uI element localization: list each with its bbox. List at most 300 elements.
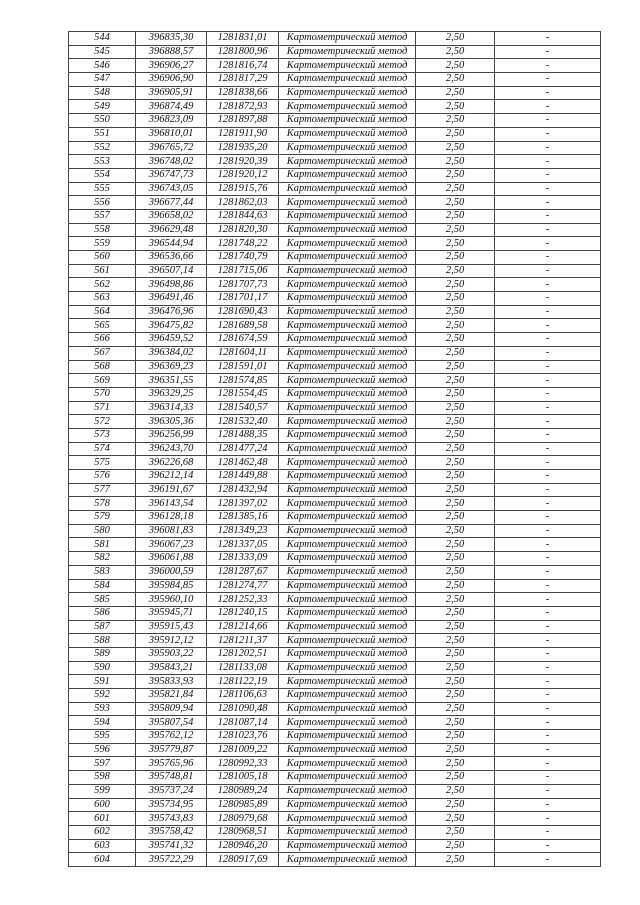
method-cell: Картометрический метод [279,606,416,620]
note-cell: - [495,264,601,278]
method-cell: Картометрический метод [279,812,416,826]
y-coordinate-cell: 1281911,90 [207,127,279,141]
x-coordinate-cell: 395762,12 [136,730,207,744]
note-cell: - [495,565,601,579]
accuracy-cell: 2,50 [416,86,495,100]
table-row [69,606,601,620]
method-cell: Картометрический метод [279,839,416,853]
x-coordinate-cell: 395809,94 [136,702,207,716]
note-cell: - [495,620,601,634]
method-cell: Картометрический метод [279,442,416,456]
method-cell: Картометрический метод [279,237,416,251]
x-coordinate-cell: 395945,71 [136,606,207,620]
table-row [69,798,601,812]
method-cell: Картометрический метод [279,59,416,73]
accuracy-cell: 2,50 [416,292,495,306]
x-coordinate-cell: 396329,25 [136,387,207,401]
note-cell: - [495,647,601,661]
table-row [69,196,601,210]
note-cell: - [495,743,601,757]
point-number-cell: 556 [69,196,136,210]
point-number-cell: 557 [69,209,136,223]
note-cell: - [495,305,601,319]
note-cell: - [495,401,601,415]
y-coordinate-cell: 1281133,08 [207,661,279,675]
accuracy-cell: 2,50 [416,374,495,388]
method-cell: Картометрический метод [279,730,416,744]
table-row [69,524,601,538]
point-number-cell: 551 [69,127,136,141]
table-row [69,59,601,73]
accuracy-cell: 2,50 [416,497,495,511]
point-number-cell: 554 [69,168,136,182]
table-row [69,497,601,511]
point-number-cell: 589 [69,647,136,661]
point-number-cell: 568 [69,360,136,374]
x-coordinate-cell: 396677,44 [136,196,207,210]
point-number-cell: 546 [69,59,136,73]
x-coordinate-cell: 395748,81 [136,771,207,785]
table-row [69,374,601,388]
table-row [69,292,601,306]
point-number-cell: 579 [69,511,136,525]
table-row [69,593,601,607]
point-number-cell: 598 [69,771,136,785]
y-coordinate-cell: 1281240,15 [207,606,279,620]
x-coordinate-cell: 396305,36 [136,415,207,429]
method-cell: Картометрический метод [279,675,416,689]
x-coordinate-cell: 396743,05 [136,182,207,196]
y-coordinate-cell: 1281106,63 [207,689,279,703]
accuracy-cell: 2,50 [416,319,495,333]
table-row [69,319,601,333]
note-cell: - [495,839,601,853]
y-coordinate-cell: 1281838,66 [207,86,279,100]
accuracy-cell: 2,50 [416,511,495,525]
note-cell: - [495,853,601,867]
accuracy-cell: 2,50 [416,223,495,237]
point-number-cell: 545 [69,45,136,59]
y-coordinate-cell: 1281748,22 [207,237,279,251]
point-number-cell: 603 [69,839,136,853]
method-cell: Картометрический метод [279,825,416,839]
table-row [69,182,601,196]
method-cell: Картометрический метод [279,579,416,593]
table-row [69,470,601,484]
accuracy-cell: 2,50 [416,428,495,442]
accuracy-cell: 2,50 [416,442,495,456]
method-cell: Картометрический метод [279,798,416,812]
note-cell: - [495,100,601,114]
accuracy-cell: 2,50 [416,127,495,141]
x-coordinate-cell: 396823,09 [136,114,207,128]
table-row [69,702,601,716]
note-cell: - [495,182,601,196]
accuracy-cell: 2,50 [416,483,495,497]
method-cell: Картометрический метод [279,86,416,100]
note-cell: - [495,497,601,511]
x-coordinate-cell: 396810,01 [136,127,207,141]
accuracy-cell: 2,50 [416,702,495,716]
note-cell: - [495,333,601,347]
table-row [69,305,601,319]
note-cell: - [495,141,601,155]
table-row [69,620,601,634]
point-number-cell: 548 [69,86,136,100]
method-cell: Картометрический метод [279,319,416,333]
x-coordinate-cell: 396459,52 [136,333,207,347]
x-coordinate-cell: 396243,70 [136,442,207,456]
y-coordinate-cell: 1280917,69 [207,853,279,867]
method-cell: Картометрический метод [279,552,416,566]
table-row [69,127,601,141]
y-coordinate-cell: 1281477,24 [207,442,279,456]
x-coordinate-cell: 396369,23 [136,360,207,374]
note-cell: - [495,374,601,388]
note-cell: - [495,524,601,538]
method-cell: Картометрический метод [279,757,416,771]
table-row [69,812,601,826]
note-cell: - [495,812,601,826]
point-number-cell: 590 [69,661,136,675]
accuracy-cell: 2,50 [416,251,495,265]
table-row [69,114,601,128]
accuracy-cell: 2,50 [416,524,495,538]
point-number-cell: 562 [69,278,136,292]
point-number-cell: 576 [69,470,136,484]
note-cell: - [495,511,601,525]
y-coordinate-cell: 1281920,12 [207,168,279,182]
y-coordinate-cell: 1281701,17 [207,292,279,306]
point-number-cell: 552 [69,141,136,155]
point-number-cell: 547 [69,73,136,87]
y-coordinate-cell: 1281820,30 [207,223,279,237]
table-row [69,73,601,87]
x-coordinate-cell: 396658,02 [136,209,207,223]
table-row [69,100,601,114]
x-coordinate-cell: 396191,67 [136,483,207,497]
table-row [69,661,601,675]
table-row [69,360,601,374]
method-cell: Картометрический метод [279,155,416,169]
method-cell: Картометрический метод [279,524,416,538]
point-number-cell: 601 [69,812,136,826]
method-cell: Картометрический метод [279,45,416,59]
accuracy-cell: 2,50 [416,853,495,867]
x-coordinate-cell: 396000,59 [136,565,207,579]
method-cell: Картометрический метод [279,251,416,265]
table-row [69,565,601,579]
point-number-cell: 555 [69,182,136,196]
point-number-cell: 572 [69,415,136,429]
accuracy-cell: 2,50 [416,209,495,223]
accuracy-cell: 2,50 [416,798,495,812]
table-row [69,45,601,59]
x-coordinate-cell: 395743,83 [136,812,207,826]
table-row [69,237,601,251]
method-cell: Картометрический метод [279,374,416,388]
y-coordinate-cell: 1281385,16 [207,511,279,525]
method-cell: Картометрический метод [279,511,416,525]
note-cell: - [495,606,601,620]
point-number-cell: 566 [69,333,136,347]
accuracy-cell: 2,50 [416,32,495,46]
accuracy-cell: 2,50 [416,812,495,826]
point-number-cell: 595 [69,730,136,744]
note-cell: - [495,237,601,251]
accuracy-cell: 2,50 [416,579,495,593]
method-cell: Картометрический метод [279,456,416,470]
note-cell: - [495,168,601,182]
x-coordinate-cell: 396351,55 [136,374,207,388]
point-number-cell: 604 [69,853,136,867]
method-cell: Картометрический метод [279,497,416,511]
x-coordinate-cell: 395765,96 [136,757,207,771]
point-number-cell: 596 [69,743,136,757]
method-cell: Картометрический метод [279,401,416,415]
x-coordinate-cell: 396384,02 [136,346,207,360]
note-cell: - [495,538,601,552]
x-coordinate-cell: 396905,91 [136,86,207,100]
x-coordinate-cell: 396906,27 [136,59,207,73]
accuracy-cell: 2,50 [416,730,495,744]
accuracy-cell: 2,50 [416,415,495,429]
accuracy-cell: 2,50 [416,100,495,114]
y-coordinate-cell: 1281862,03 [207,196,279,210]
accuracy-cell: 2,50 [416,182,495,196]
method-cell: Картометрический метод [279,292,416,306]
y-coordinate-cell: 1281800,96 [207,45,279,59]
x-coordinate-cell: 395722,29 [136,853,207,867]
x-coordinate-cell: 396874,49 [136,100,207,114]
method-cell: Картометрический метод [279,196,416,210]
accuracy-cell: 2,50 [416,716,495,730]
accuracy-cell: 2,50 [416,538,495,552]
x-coordinate-cell: 396067,23 [136,538,207,552]
note-cell: - [495,223,601,237]
x-coordinate-cell: 395984,85 [136,579,207,593]
point-number-cell: 580 [69,524,136,538]
table-row [69,251,601,265]
accuracy-cell: 2,50 [416,771,495,785]
note-cell: - [495,784,601,798]
method-cell: Картометрический метод [279,743,416,757]
y-coordinate-cell: 1281211,37 [207,634,279,648]
point-number-cell: 592 [69,689,136,703]
method-cell: Картометрический метод [279,168,416,182]
x-coordinate-cell: 396906,90 [136,73,207,87]
point-number-cell: 561 [69,264,136,278]
point-number-cell: 564 [69,305,136,319]
y-coordinate-cell: 1281817,29 [207,73,279,87]
y-coordinate-cell: 1281009,22 [207,743,279,757]
point-number-cell: 575 [69,456,136,470]
point-number-cell: 567 [69,346,136,360]
method-cell: Картометрический метод [279,593,416,607]
accuracy-cell: 2,50 [416,839,495,853]
method-cell: Картометрический метод [279,333,416,347]
y-coordinate-cell: 1281202,51 [207,647,279,661]
point-number-cell: 591 [69,675,136,689]
note-cell: - [495,209,601,223]
y-coordinate-cell: 1281087,14 [207,716,279,730]
point-number-cell: 570 [69,387,136,401]
accuracy-cell: 2,50 [416,784,495,798]
point-number-cell: 599 [69,784,136,798]
coordinates-table [68,31,601,867]
point-number-cell: 544 [69,32,136,46]
accuracy-cell: 2,50 [416,333,495,347]
table-row [69,209,601,223]
y-coordinate-cell: 1281005,18 [207,771,279,785]
method-cell: Картометрический метод [279,114,416,128]
note-cell: - [495,278,601,292]
accuracy-cell: 2,50 [416,689,495,703]
table-row [69,689,601,703]
accuracy-cell: 2,50 [416,155,495,169]
point-number-cell: 578 [69,497,136,511]
accuracy-cell: 2,50 [416,470,495,484]
x-coordinate-cell: 396507,14 [136,264,207,278]
y-coordinate-cell: 1280992,33 [207,757,279,771]
table-row [69,264,601,278]
table-row [69,346,601,360]
table-row [69,86,601,100]
y-coordinate-cell: 1281674,59 [207,333,279,347]
accuracy-cell: 2,50 [416,237,495,251]
note-cell: - [495,442,601,456]
x-coordinate-cell: 396536,66 [136,251,207,265]
point-number-cell: 593 [69,702,136,716]
x-coordinate-cell: 396748,02 [136,155,207,169]
x-coordinate-cell: 396765,72 [136,141,207,155]
accuracy-cell: 2,50 [416,305,495,319]
y-coordinate-cell: 1280946,20 [207,839,279,853]
point-number-cell: 585 [69,593,136,607]
table-row [69,647,601,661]
x-coordinate-cell: 395737,24 [136,784,207,798]
note-cell: - [495,114,601,128]
x-coordinate-cell: 395833,93 [136,675,207,689]
table-row [69,278,601,292]
accuracy-cell: 2,50 [416,73,495,87]
coordinates-table-body [69,32,601,867]
accuracy-cell: 2,50 [416,647,495,661]
note-cell: - [495,689,601,703]
method-cell: Картометрический метод [279,702,416,716]
table-row [69,552,601,566]
point-number-cell: 573 [69,428,136,442]
y-coordinate-cell: 1281816,74 [207,59,279,73]
table-row [69,675,601,689]
x-coordinate-cell: 396498,86 [136,278,207,292]
method-cell: Картометрический метод [279,771,416,785]
accuracy-cell: 2,50 [416,168,495,182]
note-cell: - [495,155,601,169]
accuracy-cell: 2,50 [416,346,495,360]
note-cell: - [495,675,601,689]
point-number-cell: 569 [69,374,136,388]
point-number-cell: 553 [69,155,136,169]
y-coordinate-cell: 1281872,93 [207,100,279,114]
method-cell: Картометрический метод [279,278,416,292]
note-cell: - [495,387,601,401]
table-row [69,223,601,237]
accuracy-cell: 2,50 [416,757,495,771]
x-coordinate-cell: 396212,14 [136,470,207,484]
method-cell: Картометрический метод [279,100,416,114]
method-cell: Картометрический метод [279,853,416,867]
note-cell: - [495,593,601,607]
x-coordinate-cell: 396475,82 [136,319,207,333]
note-cell: - [495,456,601,470]
x-coordinate-cell: 396256,99 [136,428,207,442]
y-coordinate-cell: 1281707,73 [207,278,279,292]
point-number-cell: 549 [69,100,136,114]
x-coordinate-cell: 396143,54 [136,497,207,511]
table-row [69,168,601,182]
x-coordinate-cell: 395821,84 [136,689,207,703]
note-cell: - [495,59,601,73]
table-row [69,825,601,839]
point-number-cell: 559 [69,237,136,251]
method-cell: Картометрический метод [279,538,416,552]
accuracy-cell: 2,50 [416,634,495,648]
x-coordinate-cell: 396226,68 [136,456,207,470]
x-coordinate-cell: 396061,88 [136,552,207,566]
accuracy-cell: 2,50 [416,264,495,278]
note-cell: - [495,45,601,59]
method-cell: Картометрический метод [279,483,416,497]
method-cell: Картометрический метод [279,346,416,360]
note-cell: - [495,292,601,306]
note-cell: - [495,196,601,210]
method-cell: Картометрический метод [279,661,416,675]
method-cell: Картометрический метод [279,182,416,196]
y-coordinate-cell: 1281023,76 [207,730,279,744]
x-coordinate-cell: 396888,57 [136,45,207,59]
y-coordinate-cell: 1281831,01 [207,32,279,46]
y-coordinate-cell: 1281214,66 [207,620,279,634]
accuracy-cell: 2,50 [416,456,495,470]
point-number-cell: 558 [69,223,136,237]
note-cell: - [495,470,601,484]
accuracy-cell: 2,50 [416,360,495,374]
table-row [69,853,601,867]
y-coordinate-cell: 1281449,88 [207,470,279,484]
note-cell: - [495,798,601,812]
table-row [69,538,601,552]
accuracy-cell: 2,50 [416,387,495,401]
point-number-cell: 550 [69,114,136,128]
note-cell: - [495,661,601,675]
note-cell: - [495,771,601,785]
x-coordinate-cell: 396128,18 [136,511,207,525]
y-coordinate-cell: 1281287,67 [207,565,279,579]
y-coordinate-cell: 1281337,05 [207,538,279,552]
x-coordinate-cell: 395843,21 [136,661,207,675]
method-cell: Картометрический метод [279,565,416,579]
table-row [69,730,601,744]
accuracy-cell: 2,50 [416,593,495,607]
point-number-cell: 602 [69,825,136,839]
y-coordinate-cell: 1281574,85 [207,374,279,388]
x-coordinate-cell: 395915,43 [136,620,207,634]
accuracy-cell: 2,50 [416,196,495,210]
point-number-cell: 586 [69,606,136,620]
note-cell: - [495,251,601,265]
y-coordinate-cell: 1281844,63 [207,209,279,223]
